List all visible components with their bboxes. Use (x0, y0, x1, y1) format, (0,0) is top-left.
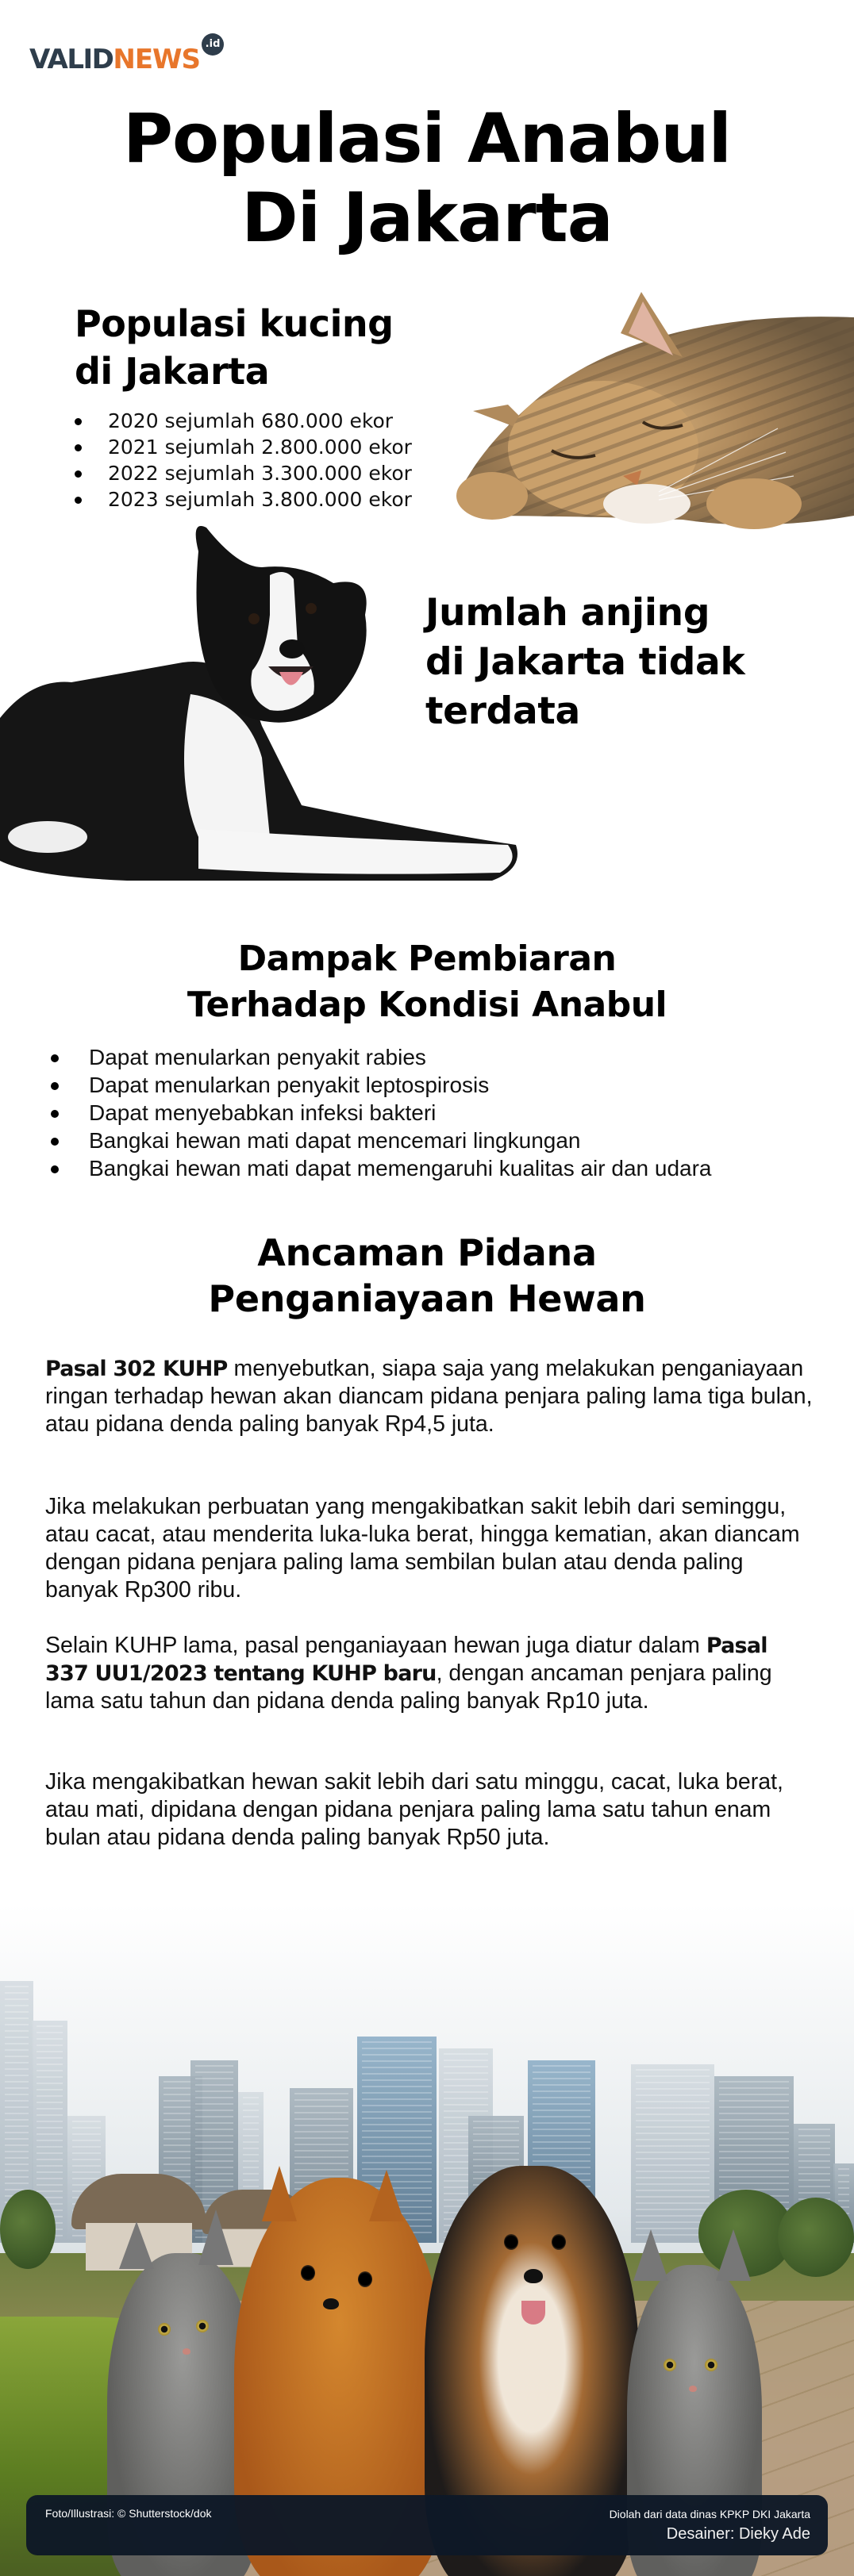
paragraph-text: Jika melakukan perbuatan yang mengakibatkan sakit lebih dari seminggu, atau cacat, atau menderita luka-luka berat, hingga kematian, akan diancam dengan pidana penjara paling lama sembilan bulan atau denda paling banyak Rp300 ribu. (45, 1494, 800, 1603)
logo-valid-text: VALID (29, 44, 113, 75)
cat-population-heading (75, 300, 394, 395)
bold-law-reference: Pasal 337 UU1/2023 tentang KUHP baru (45, 1634, 767, 1686)
credits-bar (26, 2495, 828, 2555)
bold-law-reference: Pasal 302 KUHP (45, 1357, 228, 1381)
impact-list (46, 1043, 711, 1182)
list-item: 2022 sejumlah 3.300.000 ekor (75, 460, 412, 486)
law-paragraph-kuhp-baru (45, 1632, 815, 1715)
law-heading-line2: Penganiayaan Hewan (208, 1277, 646, 1320)
page-title-line1: Populasi Anabul (122, 99, 732, 179)
impact-heading-line1: Dampak Pembiaran (237, 939, 617, 979)
list-item: Bangkai hewan mati dapat memengaruhi kualitas air dan udara (46, 1154, 711, 1182)
law-paragraph-kuhp-302 (45, 1355, 815, 1438)
sleeping-cat-icon (444, 278, 854, 532)
paragraph-text: Selain KUHP lama, pasal penganiayaan hewan juga diatur dalam (45, 1633, 706, 1658)
photo-credit: Foto/Illustrasi: © Shutterstock/dok (45, 2507, 212, 2520)
list-item: 2021 sejumlah 2.800.000 ekor (75, 434, 412, 460)
logo-news-text: NEWS (113, 44, 201, 75)
law-paragraph-severe-new (45, 1768, 815, 1852)
tree-icon (0, 2190, 56, 2269)
cat-heading-line1: Populasi kucing (75, 302, 394, 345)
list-item: 2023 sejumlah 3.800.000 ekor (75, 486, 412, 513)
dog-population-heading (425, 589, 744, 736)
law-heading (0, 1230, 854, 1322)
dog-heading-line2: di Jakarta tidak (425, 640, 745, 684)
tree-icon (778, 2198, 854, 2277)
paragraph-text: Jika mengakibatkan hewan sakit lebih dari satu minggu, cacat, luka berat, atau mati, dipidana dengan pidana penjara paling lama satu tahun enam bulan atau pidana denda paling banyak Rp50 juta. (45, 1769, 783, 1850)
list-item: Dapat menularkan penyakit leptospirosis (46, 1071, 711, 1099)
paragraph-text: , dengan ancaman penjara paling lama satu tahun dan pidana denda paling banyak Rp10 juta. (45, 1660, 772, 1714)
dog-heading-line1: Jumlah anjing (425, 591, 710, 635)
page-title-line2: Di Jakarta (241, 179, 613, 258)
data-source-credit: Diolah dari data dinas KPKP DKI Jakarta (609, 2508, 810, 2520)
list-item: Bangkai hewan mati dapat mencemari lingkungan (46, 1127, 711, 1154)
list-item: Dapat menularkan penyakit rabies (46, 1043, 711, 1071)
sleeping-cat-image (444, 278, 854, 532)
paragraph-text: menyebutkan, siapa saja yang melakukan penganiayaan ringan terhadap hewan akan diancam pidana penjara paling lama tiga bulan, atau pidana denda paling banyak Rp4,5 juta. (45, 1356, 813, 1437)
list-item: Dapat menyebabkan infeksi bakteri (46, 1099, 711, 1127)
cat-heading-line2: di Jakarta (75, 350, 270, 393)
list-item: 2020 sejumlah 680.000 ekor (75, 408, 412, 434)
page-title (0, 99, 854, 258)
validnews-logo (29, 33, 224, 81)
designer-credit: Desainer: Dieky Ade (666, 2525, 810, 2543)
jakarta-skyline-pets-scene (0, 1904, 854, 2576)
law-paragraph-severe (45, 1493, 815, 1604)
dog-heading-line3: terdata (425, 689, 580, 733)
law-heading-line1: Ancaman Pidana (257, 1231, 597, 1274)
impact-heading-line2: Terhadap Kondisi Anabul (187, 985, 667, 1025)
impact-heading (0, 936, 854, 1028)
logo-id-badge: .id (202, 33, 224, 56)
cat-population-list (75, 408, 412, 513)
